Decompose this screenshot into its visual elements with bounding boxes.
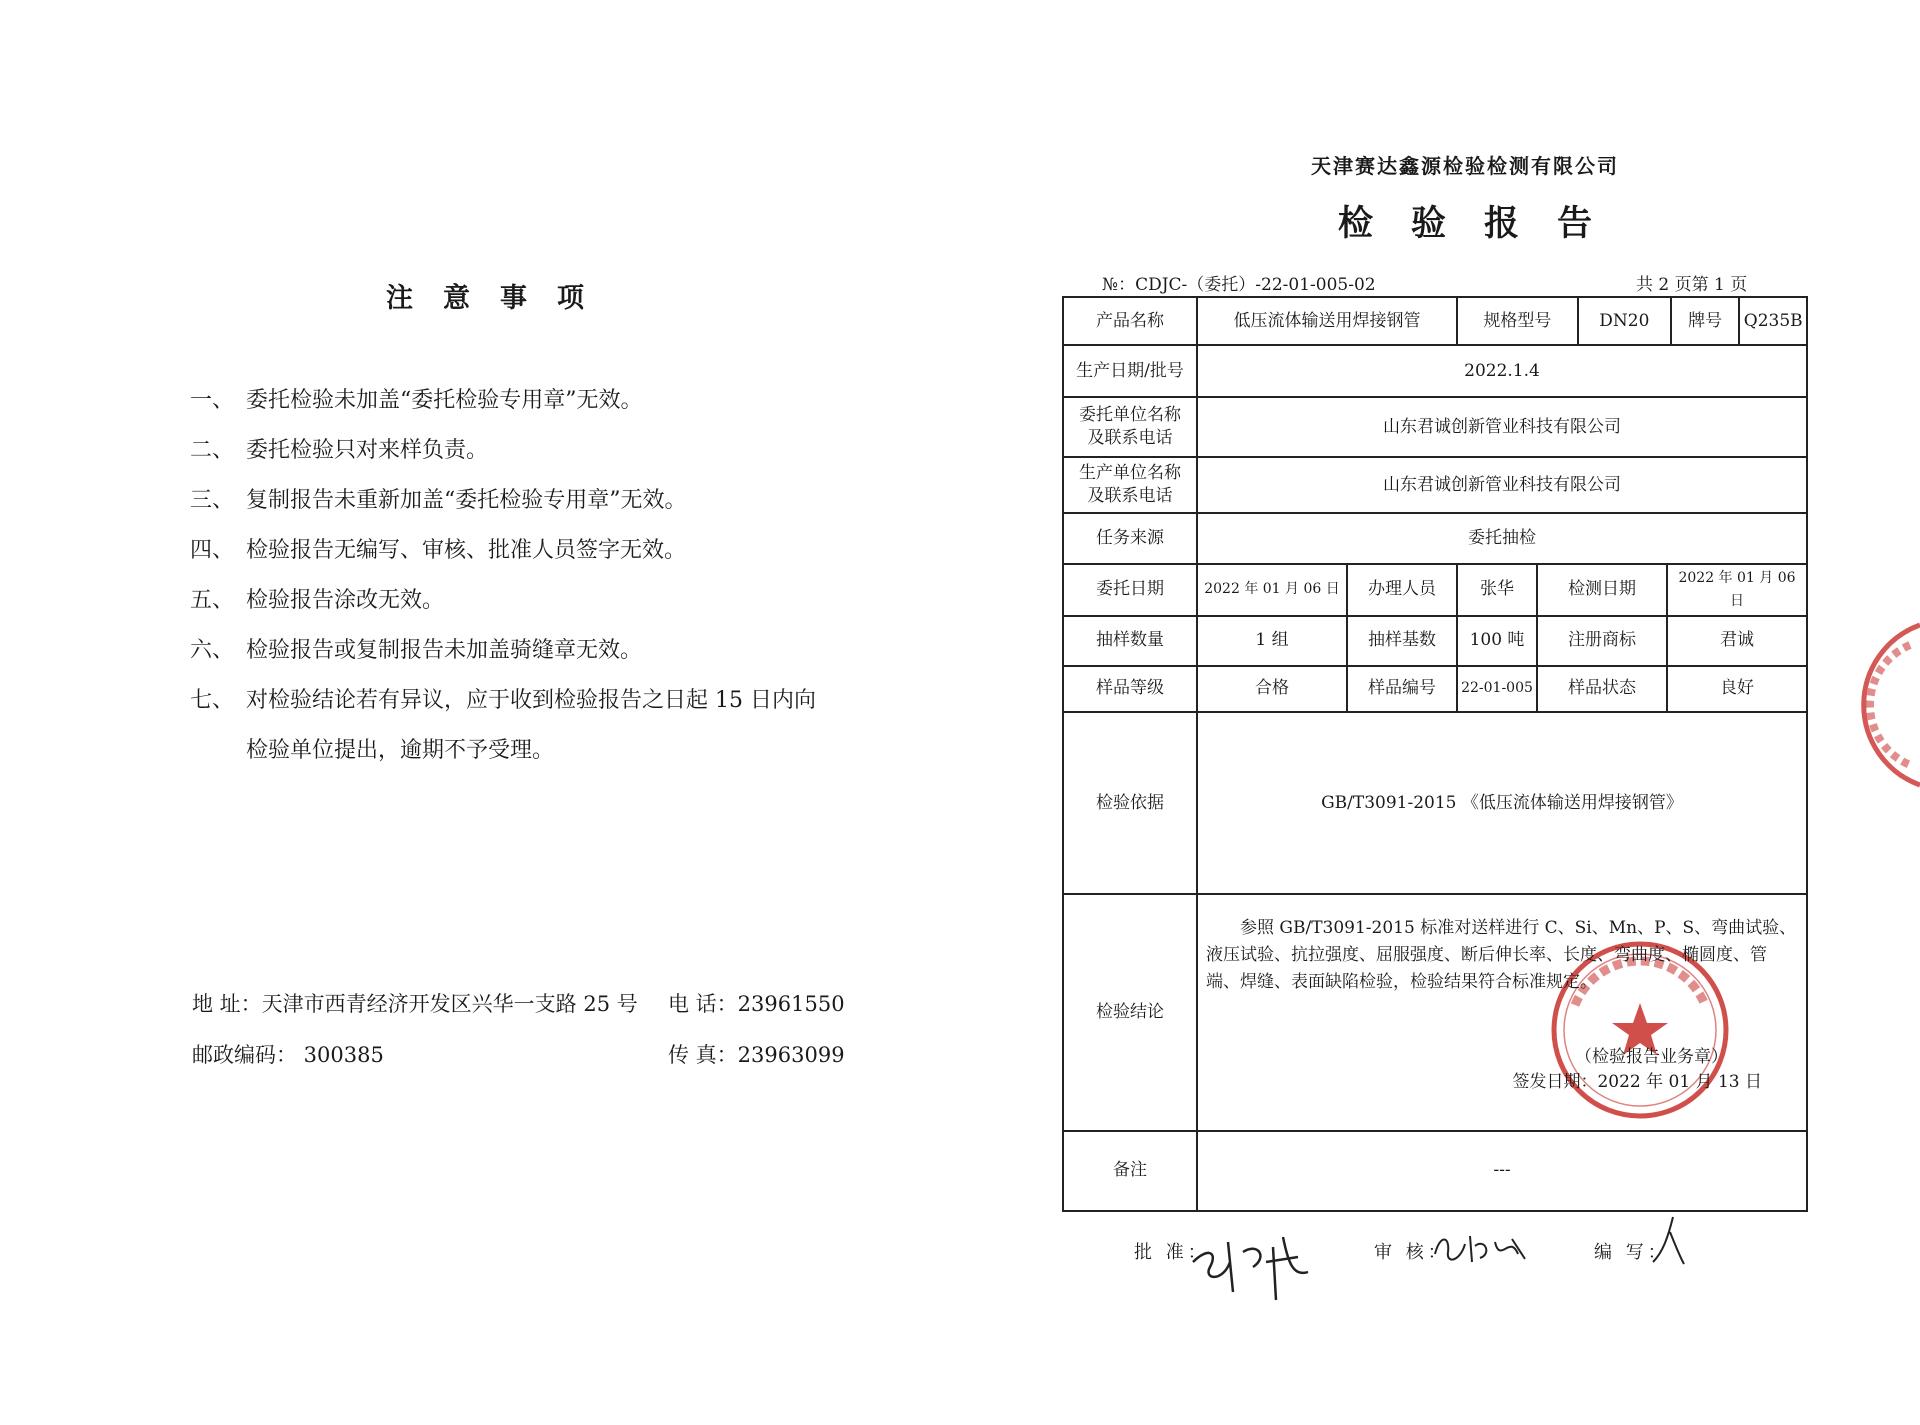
test-date-label: 检测日期: [1537, 564, 1667, 616]
client-value: 山东君诚创新管业科技有限公司: [1197, 397, 1807, 457]
sample-base-value: 100 吨: [1457, 616, 1537, 666]
conclusion-text: 参照 GB/T3091-2015 标准对送样进行 C、Si、Mn、P、S、弯曲试验、液压试验、抗拉强度、屈服强度、断后伸长率、长度、弯曲度、椭圆度、管端、焊缝、表面缺陷检验，检验结果符合标准规定。: [1206, 918, 1797, 993]
write-label: 编 写：: [1594, 1242, 1670, 1263]
task-source-value: 委托抽检: [1197, 513, 1807, 563]
grade-value: 合格: [1197, 666, 1347, 712]
table-row: [1063, 616, 1807, 666]
handler-value: 张华: [1457, 564, 1537, 616]
notice-item-text: 检验报告或复制报告未加盖骑缝章无效。: [246, 638, 643, 663]
write-signature: [1648, 1212, 1688, 1268]
fax: 传 真：23963099: [668, 1043, 845, 1067]
producer-value: 山东君诚创新管业科技有限公司: [1197, 457, 1807, 513]
approve-signature: [1188, 1222, 1318, 1308]
spec-subtable: [1458, 298, 1806, 344]
review-label: 审 核：: [1374, 1242, 1450, 1263]
company-name: 天津赛达鑫源检验检测有限公司: [1311, 154, 1619, 178]
spec-label: 规格型号: [1458, 298, 1578, 344]
table-row: [1063, 513, 1807, 563]
trademark-label: 注册商标: [1537, 616, 1667, 666]
notice-item-number: 六、: [190, 638, 235, 663]
report-table: [1062, 296, 1808, 1212]
conclusion-label: 检验结论: [1063, 894, 1197, 1131]
client-label-line2: 及联系电话: [1087, 428, 1173, 449]
producer-label-line1: 生产单位名称: [1079, 463, 1181, 484]
sample-qty-label: 抽样数量: [1063, 616, 1197, 666]
task-source-label: 任务来源: [1063, 513, 1197, 563]
seam-seal-stamp: [1860, 615, 1920, 795]
address: 地 址：天津市西青经济开发区兴华一支路 25 号: [192, 992, 638, 1016]
spec-value: DN20: [1578, 298, 1671, 344]
notice-item-text: 委托检验未加盖“委托检验专用章”无效。: [246, 388, 643, 413]
approve-label: 批 准：: [1134, 1242, 1210, 1263]
handler-label: 办理人员: [1347, 564, 1457, 616]
notice-item-number: 三、: [190, 488, 235, 513]
notice-item-text: 对检验结论若有异议，应于收到检验报告之日起 15 日内向: [246, 688, 816, 713]
client-label: [1063, 397, 1197, 457]
report-title: 检验报告: [1337, 203, 1630, 244]
prod-date-label: 生产日期/批号: [1063, 345, 1197, 397]
notice-item-text: 复制报告未重新加盖“委托检验专用章”无效。: [246, 488, 687, 513]
sample-state-label: 样品状态: [1537, 666, 1667, 712]
review-signature: [1430, 1224, 1530, 1270]
table-row: [1063, 397, 1807, 457]
table-row: [1063, 345, 1807, 397]
page-count: 共 2 页第 1 页: [1636, 275, 1748, 295]
notice-item-number: 五、: [190, 588, 235, 613]
notice-item-text: 检验报告无编写、审核、批准人员签字无效。: [246, 538, 687, 563]
phone: 电 话：23961550: [668, 992, 845, 1016]
table-row: [1063, 1131, 1807, 1211]
table-row: [1063, 297, 1807, 345]
trademark-value: 君诚: [1667, 616, 1807, 666]
notice-item-number: 二、: [190, 438, 235, 463]
table-row: [1063, 712, 1807, 894]
notice-item-text: 检验报告涂改无效。: [246, 588, 445, 613]
brand-value: Q235B: [1743, 310, 1803, 331]
producer-label: [1063, 457, 1197, 513]
table-row: [1063, 564, 1807, 616]
notice-item-text: 检验单位提出，逾期不予受理。: [246, 738, 555, 763]
product-name-value: 低压流体输送用焊接钢管: [1197, 297, 1457, 345]
notice-title: 注意事项: [386, 283, 614, 314]
producer-label-line2: 及联系电话: [1087, 486, 1173, 507]
postcode: 邮政编码： 300385: [192, 1043, 384, 1067]
sample-no-value: 22-01-005: [1457, 666, 1537, 712]
prod-date-value: 2022.1.4: [1197, 345, 1807, 397]
test-date-value: 2022 年 01 月 06 日: [1667, 564, 1807, 616]
issue-date: 签发日期：2022 年 01 月 13 日: [1512, 1072, 1762, 1093]
remark-label: 备注: [1063, 1131, 1197, 1211]
basis-label: 检验依据: [1063, 712, 1197, 894]
sample-state-value: 良好: [1667, 666, 1807, 712]
remark-value: ---: [1197, 1131, 1807, 1211]
table-row: [1063, 457, 1807, 513]
table-row: [1063, 666, 1807, 712]
notice-item-text: 委托检验只对来样负责。: [246, 438, 489, 463]
notice-item-number: 四、: [190, 538, 235, 563]
basis-value: GB/T3091-2015 《低压流体输送用焊接钢管》: [1197, 712, 1807, 894]
brand-label: 牌号: [1671, 298, 1740, 344]
client-label-line1: 委托单位名称: [1079, 405, 1181, 426]
sample-no-label: 样品编号: [1347, 666, 1457, 712]
entrust-date-value: 2022 年 01 月 06 日: [1197, 564, 1347, 616]
entrust-date-label: 委托日期: [1063, 564, 1197, 616]
seal-label: （检验报告业务章）: [1575, 1047, 1728, 1068]
report-number: №：CDJC-（委托）-22-01-005-02: [1102, 275, 1376, 295]
notice-item-number: 一、: [190, 388, 235, 413]
sample-qty-value: 1 组: [1197, 616, 1347, 666]
notice-item-number: 七、: [190, 688, 235, 713]
grade-label: 样品等级: [1063, 666, 1197, 712]
sample-base-label: 抽样基数: [1347, 616, 1457, 666]
product-name-label: 产品名称: [1063, 297, 1197, 345]
